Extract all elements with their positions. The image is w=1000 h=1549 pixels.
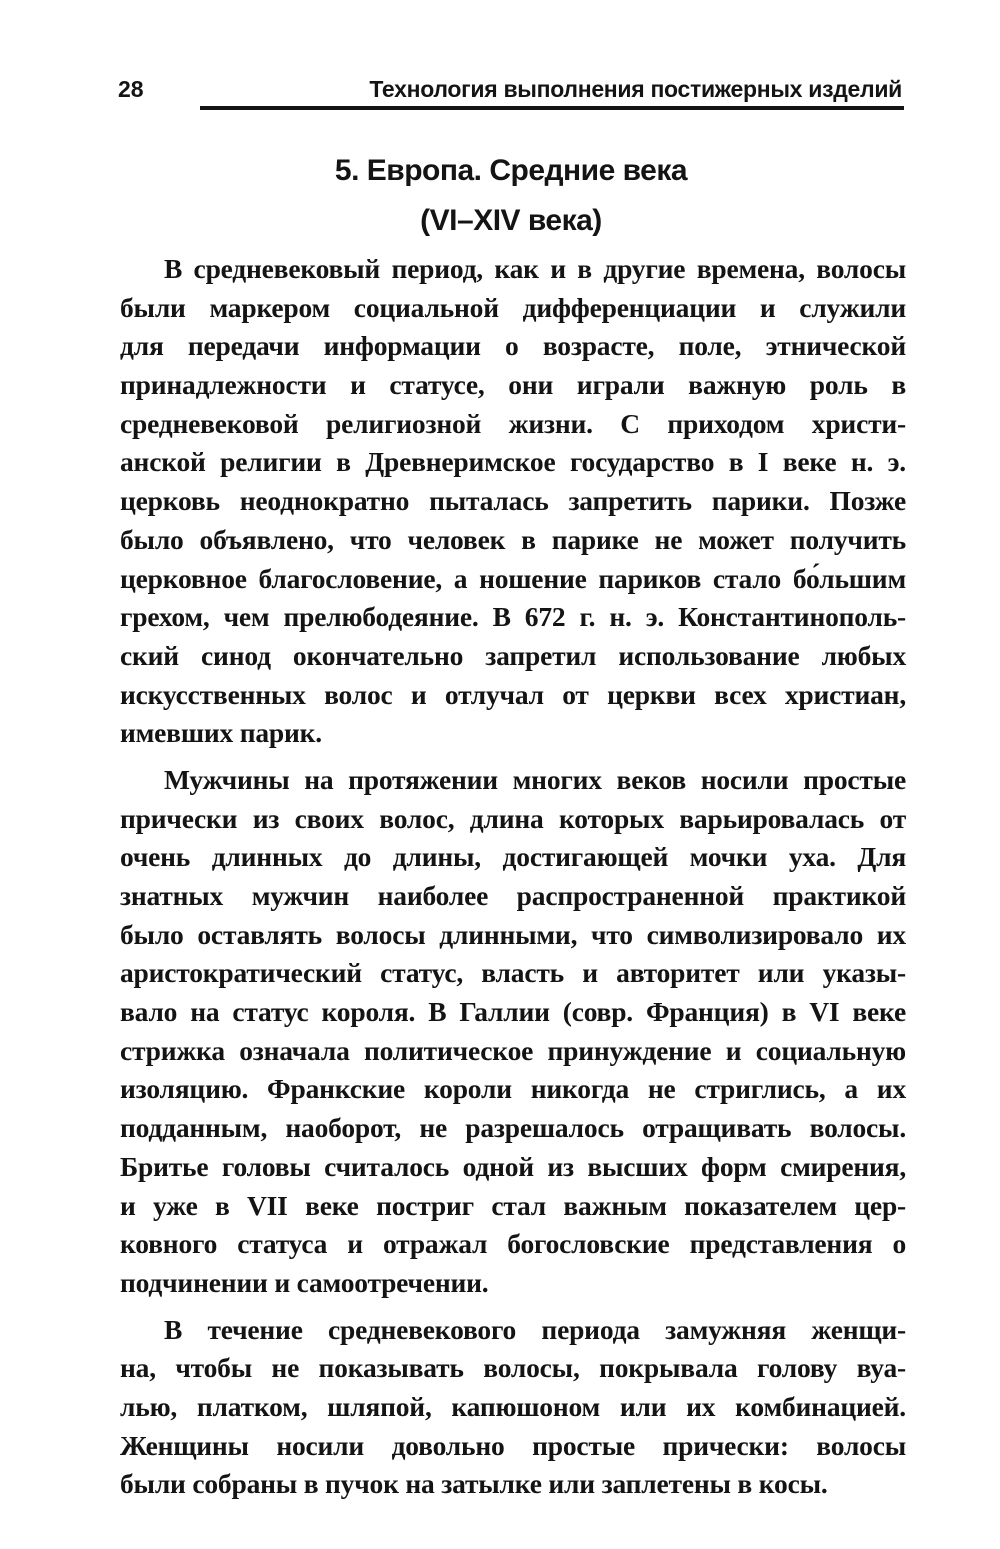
- text-line: стрижка означала политическое принуждение и социальную: [120, 1034, 906, 1066]
- text-line: Мужчины на протяжении многих веков носили простые: [164, 763, 906, 795]
- text-line: анской религии в Древнеримское государство в I веке н. э.: [120, 446, 906, 478]
- text-line: Бритье головы считалось одной из высших форм смирения,: [120, 1150, 906, 1182]
- chapter-title-line-1: 5. Европа. Средние века: [334, 154, 688, 187]
- body-text: [120, 250, 906, 1504]
- text-line: были маркером социальной дифференциации и служили: [120, 291, 906, 323]
- text-line: прически из своих волос, длина которых варьировалась от: [120, 802, 906, 834]
- text-line: грехом, чем прелюбодеяние. В 672 г. н. э. Константинополь-: [120, 601, 906, 633]
- paragraph-gap: [120, 1303, 906, 1311]
- text-line: ский синод окончательно запретил использование любых: [120, 639, 906, 671]
- chapter-title-line-2: (VI–XIV века): [420, 204, 602, 237]
- text-line: для передачи информации о возрасте, поле, этнической: [120, 330, 906, 362]
- text-line: искусственных волос и отлучал от церкви всех христиан,: [120, 678, 906, 710]
- page-number: 28: [118, 76, 144, 102]
- text-line: вало на статус короля. В Галлии (совр. Франция) в VI веке: [120, 996, 906, 1028]
- text-line: Женщины носили довольно простые прически: волосы: [120, 1429, 906, 1461]
- text-line: подчинении и самоотречении.: [120, 1266, 489, 1298]
- text-line: лью, платком, шляпой, капюшоном или их комбинацией.: [120, 1390, 906, 1422]
- text-line: очень длинных до длины, достигающей мочки уха. Для: [120, 841, 906, 873]
- text-line: подданным, наоборот, не разрешалось отращивать волосы.: [120, 1112, 906, 1144]
- chapter-heading: [118, 146, 904, 246]
- text-line: принадлежности и статусе, они играли важную роль в: [120, 369, 906, 401]
- text-line: аристократический статус, власть и авторитет или указы-: [120, 957, 906, 989]
- text-line: церковное благословение, а ношение париков стало бо́льшим: [120, 562, 906, 594]
- text-line: знатных мужчин наиболее распространенной практикой: [120, 880, 906, 911]
- text-line: были собраны в пучок на затылке или заплетены в косы.: [120, 1468, 828, 1500]
- text-line: имевших парик.: [120, 717, 322, 749]
- running-title: Технология выполнения постижерных изделий: [369, 76, 902, 102]
- text-line: церковь неоднократно пыталась запретить парики. Позже: [120, 485, 906, 517]
- running-header: [118, 74, 904, 108]
- header-rule: [200, 106, 904, 110]
- text-line: средневековой религиозной жизни. С приходом христи-: [120, 407, 906, 439]
- text-line: было оставлять волосы длинными, что символизировало их: [120, 918, 906, 950]
- text-line: изоляцию. Франкские короли никогда не стриглись, а их: [120, 1073, 906, 1105]
- text-line: В течение средневекового периода замужняя женщи-: [164, 1313, 906, 1345]
- text-line: и уже в VII веке постриг стал важным показателем цер-: [120, 1189, 906, 1221]
- paragraph-2: [120, 761, 906, 1303]
- paragraph-gap: [120, 753, 906, 761]
- text-line: В средневековый период, как и в другие времена, волосы: [164, 253, 906, 284]
- text-line: ковного статуса и отражал богословские представления о: [120, 1228, 906, 1260]
- text-line: на, чтобы не показывать волосы, покрывала голову вуа-: [120, 1352, 906, 1384]
- paragraph-1: [120, 250, 906, 753]
- text-line: было объявлено, что человек в парике не может получить: [120, 523, 906, 555]
- paragraph-3: [120, 1311, 906, 1504]
